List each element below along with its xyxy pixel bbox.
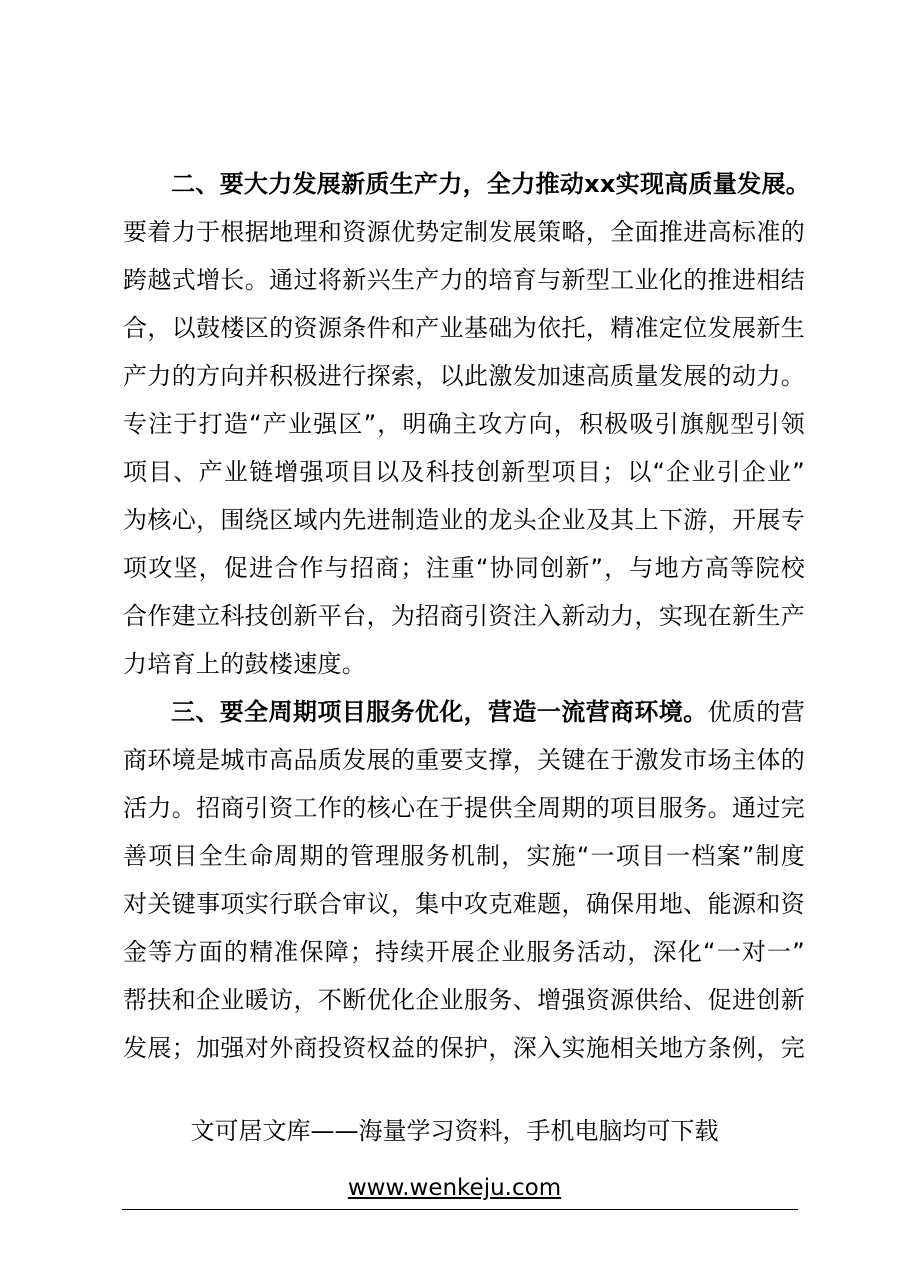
paragraph-line	[123, 784, 805, 832]
line-text: 金等方面的精准保障；持续开展企业服务活动，深化“一对一”	[123, 938, 805, 966]
line-text: 优质的营	[707, 698, 805, 726]
line-text: 专注于打造“产业强区”，明确主攻方向，积极吸引旗舰型引领	[123, 410, 805, 438]
line-text: 活力。招商引资工作的核心在于提供全周期的项目服务。通过完	[123, 794, 805, 822]
paragraph-line	[123, 208, 805, 256]
line-text: 帮扶和企业暖访，不断优化企业服务、增强资源供给、促进创新	[123, 986, 805, 1014]
paragraph-line	[123, 640, 805, 688]
paragraph-line	[123, 592, 805, 640]
paragraph-line	[123, 160, 811, 208]
line-text: 要着力于根据地理和资源优势定制发展策略，全面推进高标准的	[123, 218, 805, 246]
paragraph-line	[123, 256, 805, 304]
line-text: 发展；加强对外商投资权益的保护，深入实施相关地方条例，完	[123, 1034, 805, 1062]
line-text: 项目、产业链增强项目以及科技创新型项目；以“企业引企业”	[123, 458, 805, 486]
paragraph-line	[123, 1024, 805, 1072]
paragraph-line	[123, 352, 805, 400]
section-heading: 二、要大力发展新质生产力，全力推动xx实现高质量发展。	[171, 170, 811, 198]
line-text: 合作建立科技创新平台，为招商引资注入新动力，实现在新生产	[123, 602, 805, 630]
line-text: 项攻坚，促进合作与招商；注重“协同创新”，与地方高等院校	[123, 554, 805, 582]
line-text: 商环境是城市高品质发展的重要支撑，关键在于激发市场主体的	[123, 746, 805, 774]
paragraph-line	[123, 304, 805, 352]
paragraph-line	[123, 880, 805, 928]
section-heading: 三、要全周期项目服务优化，营造一流营商环境。	[171, 698, 708, 726]
paragraph-line	[123, 544, 805, 592]
line-text: 跨越式增长。通过将新兴生产力的培育与新型工业化的推进相结	[123, 266, 805, 294]
paragraph-line	[123, 832, 805, 880]
paragraph-line	[123, 496, 805, 544]
line-text: 对关键事项实行联合审议，集中攻克难题，确保用地、能源和资	[123, 890, 805, 918]
footer-title: 文可居文库——海量学习资料，手机电脑均可下载	[190, 1117, 719, 1145]
footer-divider	[122, 1209, 798, 1210]
paragraph-line	[123, 400, 805, 448]
line-text: 合，以鼓楼区的资源条件和产业基础为依托，精准定位发展新生	[123, 314, 805, 342]
line-text: 为核心，围绕区域内先进制造业的龙头企业及其上下游，开展专	[123, 506, 805, 534]
body-text	[123, 160, 811, 1072]
footer-url-link[interactable]: www.wenkeju.com	[347, 1175, 562, 1201]
paragraph-line	[123, 688, 805, 736]
paragraph-line	[123, 976, 805, 1024]
paragraph-line	[123, 736, 805, 784]
line-text: 力培育上的鼓楼速度。	[123, 650, 366, 678]
line-text: 产力的方向并积极进行探索，以此激发加速高质量发展的动力。	[123, 362, 805, 390]
line-text: 善项目全生命周期的管理服务机制，实施“一项目一档案”制度	[123, 842, 805, 870]
paragraph-line	[123, 928, 805, 976]
paragraph-line	[123, 448, 805, 496]
